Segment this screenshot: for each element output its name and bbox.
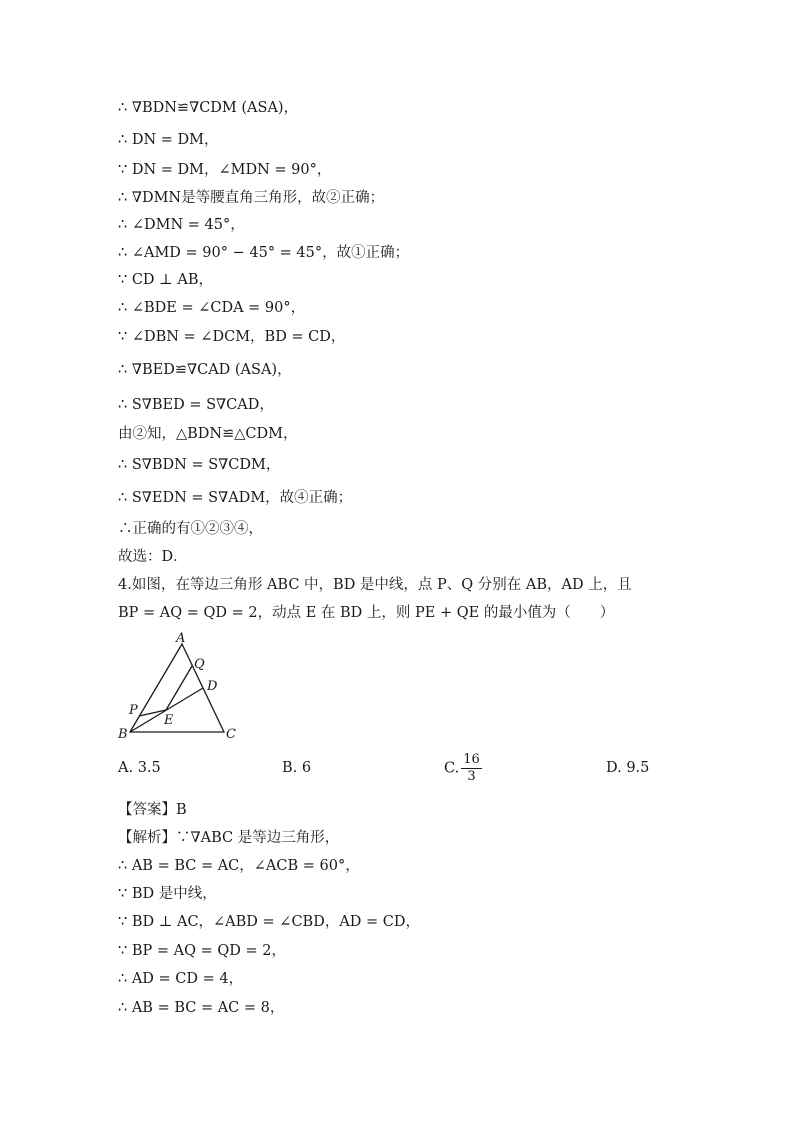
text-line: ∵ DN = DM，∠MDN = 90°， [118, 162, 332, 178]
question-text: BP = AQ = QD = 2，动点 E 在 BD 上，则 PE + QE 的最小值为（ ） [118, 605, 615, 621]
question-text: 4.如图，在等边三角形 ABC 中，BD 是中线，点 P、Q 分别在 AB，AD 上，且 [118, 577, 632, 593]
fraction-denominator: 3 [467, 769, 476, 784]
analysis-line: 【解析】∵∇ABC 是等边三角形， [118, 830, 340, 846]
fraction-numerator: 16 [463, 752, 480, 767]
text-line: ∴ ∇DMN是等腰直角三角形，故②正确； [118, 190, 385, 206]
label-E: E [164, 713, 174, 728]
analysis-line: ∵ BD 是中线， [118, 886, 217, 902]
option-c-fraction [461, 752, 482, 785]
text-line: ∵ ∠DBN = ∠DCM，BD = CD， [118, 329, 346, 345]
option-c-label: C. [444, 760, 460, 777]
analysis-line: ∴ AB = BC = AC，∠ACB = 60°， [118, 858, 360, 874]
option-c [444, 752, 482, 785]
analysis-line: ∵ BD ⊥ AC，∠ABD = ∠CBD，AD = CD， [118, 914, 421, 930]
analysis-line: ∴ AD = CD = 4， [118, 971, 244, 987]
text-line: ∴ S∇BED = S∇CAD， [118, 397, 274, 413]
label-B: B [118, 727, 128, 742]
text-line: ∵ CD ⊥ AB， [118, 272, 214, 288]
text-line: ∴ ∇BDN≌∇CDM (ASA)， [118, 100, 299, 116]
answer-line: 【答案】B [118, 802, 187, 818]
option-a: A. 3.5 [118, 760, 161, 776]
analysis-line: ∵ BP = AQ = QD = 2， [118, 943, 286, 959]
label-C: C [226, 727, 236, 742]
option-b: B. 6 [282, 760, 312, 776]
label-A: A [176, 632, 186, 646]
label-Q: Q [194, 657, 205, 672]
analysis-line: ∴ AB = BC = AC = 8， [118, 1000, 285, 1016]
text-line: ∴ ∠AMD = 90° − 45° = 45°，故①正确； [118, 245, 410, 261]
text-line: ∴ DN = DM， [118, 132, 219, 148]
option-d: D. 9.5 [606, 760, 650, 776]
label-P: P [129, 703, 138, 718]
text-line: 由②知，△BDN≌△CDM， [118, 426, 298, 442]
text-line: 故选：D． [118, 549, 188, 565]
text-line: ∴ ∇BED≌∇CAD (ASA)， [118, 362, 292, 378]
text-line: ∴正确的有①②③④， [118, 521, 263, 537]
label-D: D [207, 679, 218, 694]
text-line: ∴ S∇BDN = S∇CDM， [118, 457, 281, 473]
text-line: ∴ ∠DMN = 45°， [118, 217, 245, 233]
triangle-figure [112, 632, 252, 742]
text-line: ∴ ∠BDE = ∠CDA = 90°， [118, 300, 306, 316]
text-line: ∴ S∇EDN = S∇ADM，故④正确； [118, 490, 353, 506]
